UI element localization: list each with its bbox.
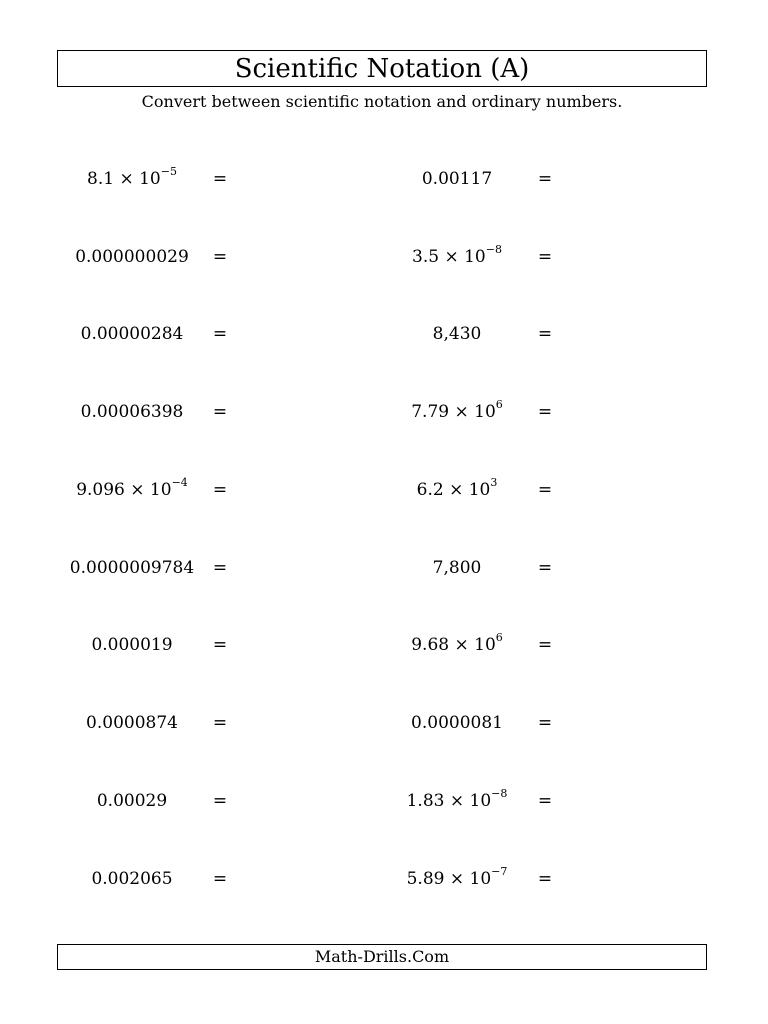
problem-expression <box>387 789 527 813</box>
problem-expression <box>62 400 202 424</box>
equals-sign: = <box>212 869 228 889</box>
equals-sign: = <box>212 247 228 267</box>
equals-sign: = <box>537 558 553 578</box>
expression-base: 1.83 × 10 <box>406 791 492 811</box>
expression-base: 0.002065 <box>91 869 173 889</box>
problem-expression <box>62 322 202 346</box>
equals-sign: = <box>212 791 228 811</box>
problem-expression <box>62 478 202 502</box>
problem-expression <box>62 633 202 657</box>
problem-expression <box>387 322 527 346</box>
equals-sign: = <box>212 635 228 655</box>
exponent: 3 <box>490 476 498 490</box>
equals-sign: = <box>212 169 228 189</box>
problem-expression <box>62 711 202 735</box>
expression-base: 3.5 × 10 <box>412 247 486 267</box>
exponent: −4 <box>171 476 188 490</box>
problem-expression <box>62 556 202 580</box>
equals-sign: = <box>212 480 228 500</box>
worksheet-instructions: Convert between scientific notation and ordinary numbers. <box>141 92 623 111</box>
exponent: −8 <box>485 243 502 257</box>
equals-sign: = <box>537 402 553 422</box>
problem-expression <box>62 867 202 891</box>
expression-base: 0.0000081 <box>411 713 503 733</box>
expression-base: 8,430 <box>432 324 482 344</box>
exponent: 6 <box>495 398 503 412</box>
equals-sign: = <box>212 324 228 344</box>
problem-expression <box>387 400 527 424</box>
expression-base: 5.89 × 10 <box>406 869 492 889</box>
problem-expression <box>62 789 202 813</box>
equals-sign: = <box>212 402 228 422</box>
expression-base: 0.0000874 <box>86 713 178 733</box>
problem-expression <box>387 711 527 735</box>
expression-base: 0.000019 <box>91 635 173 655</box>
expression-base: 6.2 × 10 <box>416 480 491 500</box>
expression-base: 9.68 × 10 <box>411 635 496 655</box>
problem-expression <box>387 167 527 191</box>
expression-base: 0.00029 <box>96 791 168 811</box>
problem-expression <box>62 167 202 191</box>
expression-base: 0.00000284 <box>80 324 184 344</box>
expression-base: 0.00006398 <box>80 402 184 422</box>
expression-base: 7.79 × 10 <box>411 402 496 422</box>
problem-expression <box>62 245 202 269</box>
equals-sign: = <box>537 247 553 267</box>
expression-base: 0.0000009784 <box>69 558 195 578</box>
exponent: −7 <box>491 865 508 879</box>
equals-sign: = <box>537 869 553 889</box>
equals-sign: = <box>212 713 228 733</box>
equals-sign: = <box>212 558 228 578</box>
problem-expression <box>387 556 527 580</box>
problem-expression <box>387 245 527 269</box>
worksheet-footer: Math-Drills.Com <box>57 944 707 970</box>
problem-expression <box>387 867 527 891</box>
equals-sign: = <box>537 169 553 189</box>
expression-base: 0.000000029 <box>75 247 189 267</box>
expression-base: 7,800 <box>432 558 482 578</box>
expression-base: 9.096 × 10 <box>76 480 172 500</box>
equals-sign: = <box>537 791 553 811</box>
expression-base: 0.00117 <box>421 169 493 189</box>
worksheet-title: Scientific Notation (A) <box>57 50 707 87</box>
equals-sign: = <box>537 324 553 344</box>
problem-expression <box>387 633 527 657</box>
equals-sign: = <box>537 713 553 733</box>
equals-sign: = <box>537 480 553 500</box>
exponent: −8 <box>491 787 508 801</box>
expression-base: 8.1 × 10 <box>87 169 161 189</box>
equals-sign: = <box>537 635 553 655</box>
exponent: 6 <box>495 631 503 645</box>
exponent: −5 <box>160 165 177 179</box>
problem-expression <box>387 478 527 502</box>
